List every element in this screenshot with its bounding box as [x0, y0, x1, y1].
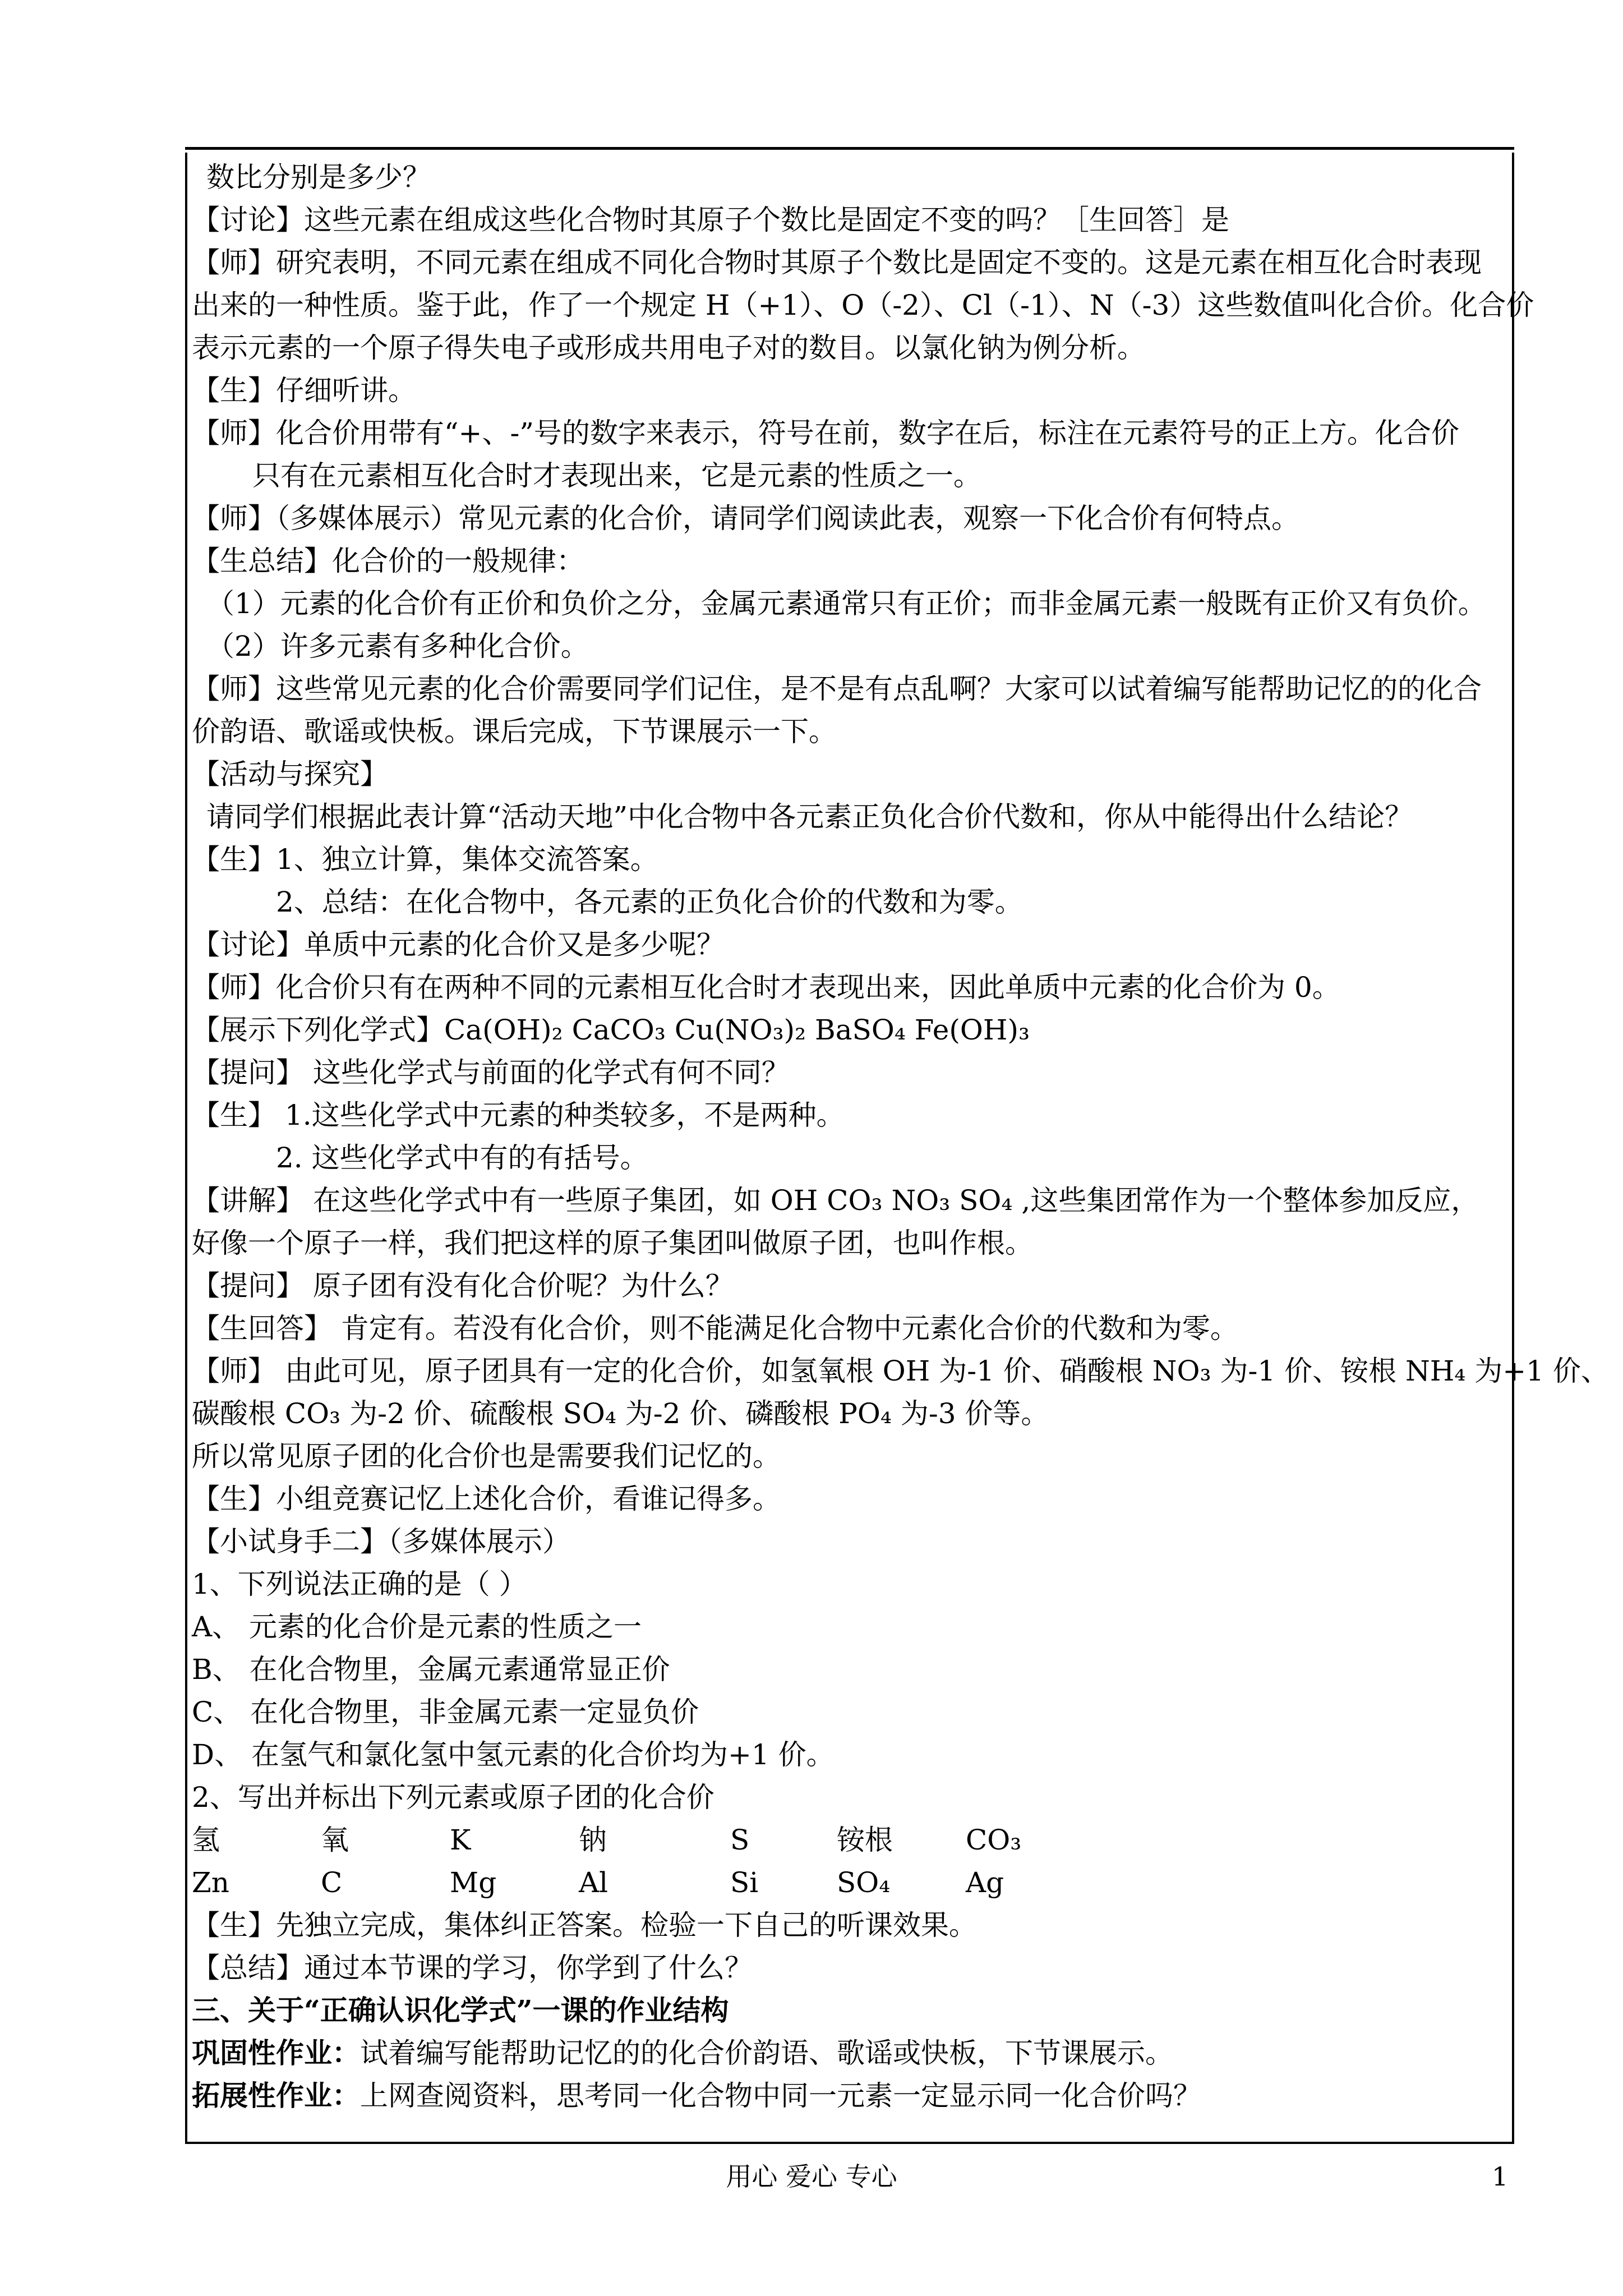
grid-cell: Mg — [450, 1866, 497, 1899]
section-title: 三、关于“正确认识化学式”一课的作业结构 — [192, 1994, 729, 2027]
text-line: 出来的一种性质。鉴于此，作了一个规定 H（+1）、O（-2）、Cl（-1）、N（-3）这些数值叫化合价。化合价 — [192, 289, 1534, 321]
grid-cell: SO₄ — [837, 1866, 891, 1899]
text-line: 【讨论】这些元素在组成这些化合物时其原子个数比是固定不变的吗？［生回答］是 — [192, 204, 1229, 236]
grid-cell: Zn — [192, 1866, 229, 1899]
grid-cell: CO₃ — [966, 1824, 1022, 1856]
text-line: 数比分别是多少？ — [206, 161, 431, 194]
page-number: 1 — [1492, 2161, 1509, 2192]
grid-cell: S — [730, 1824, 750, 1856]
text-line: 【生】1、独立计算，集体交流答案。 — [192, 843, 658, 876]
text-line: （1）元素的化合价有正价和负价之分，金属元素通常只有正价；而非金属元素一般既有正价又有负价。 — [206, 587, 1486, 620]
text-line: 【生回答】 肯定有。若没有化合价，则不能满足化合物中元素化合价的代数和为零。 — [192, 1312, 1238, 1345]
text-line: 【讲解】 在这些化学式中有一些原子集团，如 OH CO₃ NO₃ SO₄ ,这些集团常作为一个整体参加反应， — [192, 1184, 1479, 1217]
grid-cell: 铵根 — [837, 1824, 893, 1856]
element-grid-row — [192, 1861, 1510, 1904]
footer-motto: 用心 爱心 专心 — [726, 2161, 897, 2192]
document-body — [192, 156, 1609, 2117]
grid-cell: C — [321, 1866, 343, 1899]
text-line: 【师】 由此可见，原子团具有一定的化合价，如氢氧根 OH 为-1 价、硝酸根 NO₃ 为-1 价、铵根 NH₄ 为+1 价、 — [192, 1355, 1609, 1387]
text-line: B、 在化合物里，金属元素通常显正价 — [192, 1653, 670, 1686]
homework-text: 上网查阅资料，思考同一化合物中同一元素一定显示同一化合价吗？ — [360, 2079, 1201, 2112]
text-line: 【生】小组竞赛记忆上述化合价，看谁记得多。 — [192, 1483, 781, 1515]
text-line: 【生】 1.这些化学式中元素的种类较多，不是两种。 — [192, 1099, 845, 1131]
text-line: 【小试身手二】（多媒体展示） — [192, 1525, 570, 1558]
text-line: 【师】这些常见元素的化合价需要同学们记住，是不是有点乱啊？大家可以试着编写能帮助记忆的的化合 — [192, 673, 1482, 705]
header-rule — [185, 147, 1514, 150]
homework-item — [192, 2074, 1510, 2117]
text-line: 【总结】通过本节课的学习，你学到了什么？ — [192, 1952, 753, 1984]
text-line: 【生】仔细听讲。 — [192, 374, 416, 407]
text-line: 【提问】 原子团有没有化合价呢？为什么？ — [192, 1269, 734, 1302]
text-line: A、 元素的化合价是元素的性质之一 — [192, 1611, 642, 1643]
element-grid-row — [192, 1819, 1510, 1861]
text-line: 【师】化合价用带有“+、-”号的数字来表示，符号在前，数字在后，标注在元素符号的正上方。化合价 — [192, 417, 1459, 449]
text-line: 2、写出并标出下列元素或原子团的化合价 — [192, 1781, 714, 1814]
text-line: D、 在氢气和氯化氢中氢元素的化合价均为+1 价。 — [192, 1738, 834, 1771]
text-line: C、 在化合物里，非金属元素一定显负价 — [192, 1696, 699, 1728]
grid-cell: 氧 — [321, 1824, 349, 1856]
homework-text: 试着编写能帮助记忆的的化合价韵语、歌谣或快板，下节课展示。 — [360, 2037, 1173, 2069]
text-line: 【师】（多媒体展示）常见元素的化合价，请同学们阅读此表，观察一下化合价有何特点。 — [192, 502, 1299, 535]
text-line: 请同学们根据此表计算“活动天地”中化合物中各元素正负化合价代数和，你从中能得出什么结论？ — [206, 800, 1413, 833]
text-line: 【讨论】单质中元素的化合价又是多少呢？ — [192, 928, 725, 961]
text-line: 1、下列说法正确的是（ ） — [192, 1568, 527, 1600]
text-line: 价韵语、歌谣或快板。课后完成，下节课展示一下。 — [192, 715, 837, 748]
text-line: 【生总结】化合价的一般规律： — [192, 545, 584, 577]
grid-cell: Si — [730, 1866, 759, 1899]
text-line: 所以常见原子团的化合价也是需要我们记忆的。 — [192, 1440, 781, 1473]
text-line: 【活动与探究】 — [192, 758, 388, 790]
text-line: 碳酸根 CO₃ 为-2 价、硫酸根 SO₄ 为-2 价、磷酸根 PO₄ 为-3 价等。 — [192, 1397, 1049, 1430]
grid-cell: 钠 — [579, 1824, 607, 1856]
text-line: 2、总结：在化合物中，各元素的正负化合价的代数和为零。 — [276, 886, 1023, 918]
text-line: 【师】化合价只有在两种不同的元素相互化合时才表现出来，因此单质中元素的化合价为 0。 — [192, 971, 1340, 1004]
grid-cell: Al — [579, 1866, 608, 1899]
text-line: 【展示下列化学式】Ca(OH)₂ CaCO₃ Cu(NO₃)₂ BaSO₄ Fe(OH)₃ — [192, 1014, 1030, 1046]
homework-label: 拓展性作业： — [192, 2079, 360, 2112]
text-line: 好像一个原子一样，我们把这样的原子集团叫做原子团，也叫作根。 — [192, 1227, 1033, 1259]
homework-label: 巩固性作业： — [192, 2036, 360, 2069]
homework-item — [192, 2032, 1510, 2074]
text-line: 【生】先独立完成，集体纠正答案。检验一下自己的听课效果。 — [192, 1909, 977, 1941]
grid-cell: Ag — [966, 1866, 1004, 1899]
text-line: 表示元素的一个原子得失电子或形成共用电子对的数目。以氯化钠为例分析。 — [192, 332, 1145, 364]
text-line: （2）许多元素有多种化合价。 — [206, 630, 589, 662]
text-line: 只有在元素相互化合时才表现出来，它是元素的性质之一。 — [252, 459, 981, 492]
text-line: 【师】研究表明，不同元素在组成不同化合物时其原子个数比是固定不变的。这是元素在相互化合时表现 — [192, 246, 1482, 279]
text-line: 2. 这些化学式中有的有括号。 — [276, 1142, 648, 1174]
text-line: 【提问】 这些化学式与前面的化学式有何不同？ — [192, 1056, 790, 1089]
grid-cell: K — [450, 1824, 471, 1856]
grid-cell: 氢 — [192, 1824, 220, 1856]
